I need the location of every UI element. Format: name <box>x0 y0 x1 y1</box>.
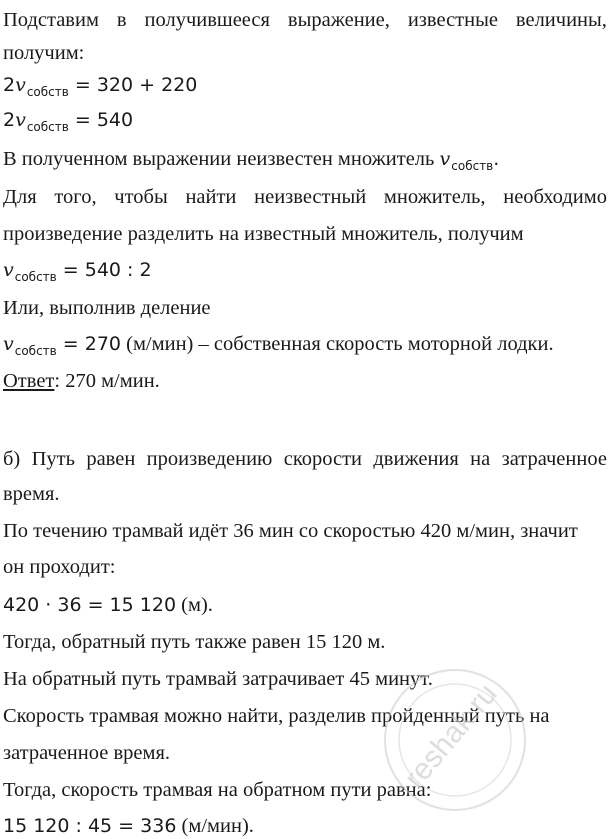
word: множитель, <box>383 186 486 208</box>
sentence: (м/мин) – собственная скорость моторной лодки. <box>121 333 554 355</box>
variable: v <box>3 259 14 281</box>
answer-line <box>3 369 160 393</box>
word: неизвестный <box>254 186 367 208</box>
text-line-4 <box>3 185 607 209</box>
equation: 15 120 : 45 = 336 <box>3 815 177 837</box>
text-line-2: получим: <box>3 42 85 64</box>
watermark-text: reshak.ru <box>398 677 504 795</box>
subscript: собств <box>26 120 69 134</box>
text-line-14: затраченное время. <box>3 742 171 764</box>
word: Путь <box>31 448 75 470</box>
equation-rest: = 320 + 220 <box>68 74 198 96</box>
word: равен <box>86 448 136 470</box>
text-line-13: Скорость трамвая можно найти, разделив пройденный путь на <box>3 705 550 727</box>
subscript: собств <box>26 85 69 99</box>
word: того, <box>54 186 97 208</box>
word: выражение, <box>287 9 390 31</box>
equation: 420 · 36 = 15 120 <box>3 594 177 616</box>
coefficient: 2 <box>3 74 16 96</box>
word: чтобы <box>114 186 168 208</box>
text-line-12: На обратный путь трамвай затрачивает 45 минут. <box>3 668 433 690</box>
equation-line-2 <box>3 108 133 139</box>
text-line-1 <box>3 8 607 32</box>
word: на <box>470 448 491 470</box>
subscript: собств <box>14 270 57 284</box>
answer-value: : 270 м/мин. <box>54 370 160 392</box>
word: скорости <box>283 448 363 470</box>
sentence: В полученном выражении неизвестен множитель <box>3 148 440 170</box>
text-line-7 <box>3 447 607 471</box>
variable: v <box>439 148 451 170</box>
word: произведению <box>146 448 273 470</box>
word: Подставим <box>3 9 99 31</box>
equation-line-6 <box>3 814 254 838</box>
word: известные <box>407 9 498 31</box>
text-line-10: он проходит: <box>3 556 116 578</box>
text-line-3 <box>3 147 499 178</box>
text-line-6: Или, выполнив деление <box>3 297 211 319</box>
text-line-5: произведение разделить на известный множитель, получим <box>3 223 524 245</box>
equation-line-3 <box>3 258 152 289</box>
word: Для <box>3 186 37 208</box>
variable: v <box>3 333 14 355</box>
word: затраченное <box>501 448 607 470</box>
equation-line-5 <box>3 593 213 617</box>
word: б) <box>3 448 21 470</box>
punctuation: . <box>493 148 500 170</box>
equation-rest: = 540 <box>68 109 134 131</box>
equation-line-1 <box>3 73 197 104</box>
coefficient: 2 <box>3 109 16 131</box>
text-line-8: время. <box>3 483 60 505</box>
word: в <box>116 9 127 31</box>
word: движения <box>373 448 459 470</box>
subscript: собств <box>451 159 494 173</box>
equation-rest: = 540 : 2 <box>56 259 152 281</box>
word: найти <box>185 186 237 208</box>
variable: v <box>15 109 26 131</box>
equation-rest: = 270 <box>56 333 121 355</box>
subscript: собств <box>14 344 57 358</box>
text-line-9: По течению трамвай идёт 36 мин со скоростью 420 м/мин, значит <box>3 520 578 542</box>
unit: (м). <box>176 594 213 616</box>
word: получившееся <box>144 9 270 31</box>
answer-label: Ответ <box>3 370 55 392</box>
word: величины, <box>515 9 607 31</box>
text-line-11: Тогда, обратный путь также равен 15 120 м. <box>3 631 386 653</box>
word: необходимо <box>503 186 607 208</box>
text-line-15: Тогда, скорость трамвая на обратном пути равна: <box>3 779 432 801</box>
equation-line-4 <box>3 332 554 363</box>
variable: v <box>15 74 26 96</box>
unit: (м/мин). <box>176 815 254 837</box>
